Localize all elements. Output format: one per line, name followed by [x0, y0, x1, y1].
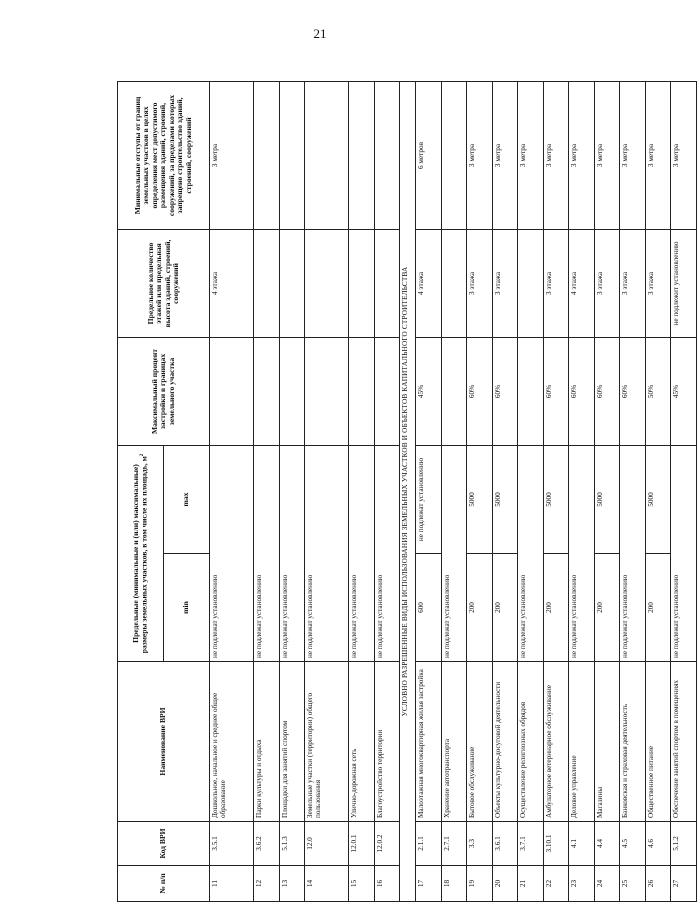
cell-num: 12 [254, 866, 280, 902]
cell-code: 12.0.2 [374, 822, 400, 866]
cell-code: 4.5 [620, 822, 646, 866]
cell-name: Благоустройство территории [374, 662, 400, 822]
cell-setback: 3 метра [671, 81, 697, 229]
cell-setback: 3 метра [467, 81, 493, 229]
cell-floors [254, 229, 280, 337]
cell-name: Земельные участки (территории) общего пользования [305, 662, 349, 822]
cell-setback: 3 метра [594, 81, 620, 229]
cell-percent [279, 337, 305, 445]
cell-setback: 3 метра [518, 81, 544, 229]
cell-max: 5000 [645, 445, 671, 553]
cell-name: Улично-дорожная сеть [349, 662, 375, 822]
cell-name: Осуществление религиозных обрядов [518, 662, 544, 822]
cell-name: Деловое управление [569, 662, 595, 822]
cell-setback: 3 метра [620, 81, 646, 229]
cell-percent: 60% [467, 337, 493, 445]
header-min: min [164, 554, 210, 662]
cell-setback: 3 метра [569, 81, 595, 229]
cell-setback [374, 81, 400, 229]
cell-area: не подлежат установлению [518, 445, 544, 661]
table-row [543, 81, 569, 901]
cell-area: не подлежат установлению [254, 445, 280, 661]
cell-code: 3.3 [467, 822, 493, 866]
cell-floors: 3 этажа [492, 229, 518, 337]
cell-name: Парки культуры и отдыха [254, 662, 280, 822]
cell-num: 26 [645, 866, 671, 902]
cell-name: Амбулаторное ветеринарное обслуживание [543, 662, 569, 822]
cell-min: 200 [467, 554, 493, 662]
cell-percent [441, 337, 467, 445]
cell-area: не подлежат установлению [279, 445, 305, 661]
cell-setback: 3 метра [543, 81, 569, 229]
cell-percent: 60% [543, 337, 569, 445]
table-row [305, 81, 349, 901]
table-row [594, 81, 620, 901]
cell-area: не подлежат установлению [620, 445, 646, 661]
section-title: УСЛОВНО РАЗРЕШЕННЫЕ ВИДЫ ИСПОЛЬЗОВАНИЯ ЗЕМЕЛЬНЫХ УЧАСТКОВ И ОБЪЕКТОВ КАПИТАЛЬНОГО СТРОИТЕЛЬСТВА [400, 81, 416, 901]
cell-code: 3.5.1 [210, 822, 254, 866]
header-num: № п/п [118, 866, 210, 902]
cell-setback: 6 метров [416, 81, 442, 229]
header-max: max [164, 445, 210, 553]
cell-num: 20 [492, 866, 518, 902]
cell-num: 17 [416, 866, 442, 902]
cell-floors: не подлежит установлению [671, 229, 697, 337]
cell-floors [441, 229, 467, 337]
cell-code: 5.1.3 [279, 822, 305, 866]
header-code: Код ВРИ [118, 822, 210, 866]
cell-percent [374, 337, 400, 445]
cell-floors [305, 229, 349, 337]
cell-name: Обеспечение занятий спортом в помещениях [671, 662, 697, 822]
cell-percent [518, 337, 544, 445]
cell-setback [254, 81, 280, 229]
cell-setback [279, 81, 305, 229]
cell-max: 5000 [543, 445, 569, 553]
cell-code: 3.6.2 [254, 822, 280, 866]
cell-min: 600 [416, 554, 442, 662]
cell-name: Общественное питание [645, 662, 671, 822]
header-area-group: Предельные (минимальные и (или) максимальные) размеры земельных участков, в том числе их площадь, $м^2$ [118, 445, 164, 661]
cell-code: 2.1.1 [416, 822, 442, 866]
cell-num: 24 [594, 866, 620, 902]
cell-floors: 4 этажа [210, 229, 254, 337]
cell-num: 13 [279, 866, 305, 902]
cell-num: 16 [374, 866, 400, 902]
header-name: Наименование ВРИ [118, 662, 210, 822]
cell-name: Объекты культурно-досуговой деятельности [492, 662, 518, 822]
cell-percent: 60% [569, 337, 595, 445]
cell-num: 22 [543, 866, 569, 902]
cell-percent: 45% [416, 337, 442, 445]
cell-num: 21 [518, 866, 544, 902]
table-row [349, 81, 375, 901]
cell-floors: 3 этажа [543, 229, 569, 337]
cell-code: 12.0.1 [349, 822, 375, 866]
cell-num: 27 [671, 866, 697, 902]
cell-name: Банковская и страховая деятельность [620, 662, 646, 822]
cell-setback: 3 метра [492, 81, 518, 229]
cell-percent: 60% [594, 337, 620, 445]
section-row [400, 81, 416, 901]
cell-area: не подлежат установлению [349, 445, 375, 661]
table-row [374, 81, 400, 901]
cell-floors: 3 этажа [620, 229, 646, 337]
page-number: 21 [313, 26, 327, 41]
header-setback: Минимальные отступы от границ земельных участков в целях определения мест допустимого размещения зданий, строений, сооружений, за пределами которых запрещено строительство зданий, строений, сооружений [118, 81, 210, 229]
cell-num: 23 [569, 866, 595, 902]
cell-percent [210, 337, 254, 445]
cell-percent: 60% [620, 337, 646, 445]
cell-min: 200 [594, 554, 620, 662]
cell-setback [441, 81, 467, 229]
cell-name: Бытовое обслуживание [467, 662, 493, 822]
cell-setback: 3 метра [210, 81, 254, 229]
cell-code: 4.1 [569, 822, 595, 866]
table-row [620, 81, 646, 901]
header-floors: Предельное количество этажей или предельная высота зданий, строений, сооружений [118, 229, 210, 337]
table-row [518, 81, 544, 901]
cell-floors [279, 229, 305, 337]
cell-area: не подлежат установлению [671, 445, 697, 661]
cell-num: 11 [210, 866, 254, 902]
cell-code: 5.1.2 [671, 822, 697, 866]
table-row [441, 81, 467, 901]
cell-num: 19 [467, 866, 493, 902]
cell-floors: 3 этажа [594, 229, 620, 337]
land-use-table [117, 81, 697, 902]
header-percent: Максимальный процент застройки в границах земельного участка [118, 337, 210, 445]
table-row [210, 81, 254, 901]
cell-floors: 3 этажа [645, 229, 671, 337]
cell-max: 5000 [492, 445, 518, 553]
cell-max: 5000 [594, 445, 620, 553]
table-row [416, 81, 442, 901]
table-row [279, 81, 305, 901]
table-row [645, 81, 671, 901]
cell-code: 3.6.1 [492, 822, 518, 866]
cell-max: не подлежат установлению [416, 445, 442, 553]
cell-percent: 60% [492, 337, 518, 445]
cell-floors: 4 этажа [569, 229, 595, 337]
table-row [467, 81, 493, 901]
cell-percent [305, 337, 349, 445]
cell-min: 200 [645, 554, 671, 662]
cell-percent: 50% [645, 337, 671, 445]
cell-name: Хранение автотранспорта [441, 662, 467, 822]
cell-code: 4.6 [645, 822, 671, 866]
cell-floors: 4 этажа [416, 229, 442, 337]
cell-num: 25 [620, 866, 646, 902]
cell-area: не подлежат установлению [374, 445, 400, 661]
cell-min: 200 [492, 554, 518, 662]
table-row [492, 81, 518, 901]
cell-setback [349, 81, 375, 229]
cell-area: не подлежат установлению [210, 445, 254, 661]
table-row [671, 81, 697, 901]
cell-area: не подлежат установлению [305, 445, 349, 661]
cell-floors [349, 229, 375, 337]
cell-name: Дошкольное, начальное и среднее общее образование [210, 662, 254, 822]
cell-code: 12.0 [305, 822, 349, 866]
cell-max: 5000 [467, 445, 493, 553]
cell-percent [349, 337, 375, 445]
cell-name: Площадки для занятий спортом [279, 662, 305, 822]
cell-name: Малоэтажная многоквартирная жилая застройка [416, 662, 442, 822]
cell-code: 3.10.1 [543, 822, 569, 866]
cell-name: Магазины [594, 662, 620, 822]
cell-setback [305, 81, 349, 229]
cell-area: не подлежат установлению [441, 445, 467, 661]
table-row [569, 81, 595, 901]
cell-code: 3.7.1 [518, 822, 544, 866]
cell-floors [374, 229, 400, 337]
cell-num: 18 [441, 866, 467, 902]
cell-percent [254, 337, 280, 445]
cell-area: не подлежат установлению [569, 445, 595, 661]
cell-code: 4.4 [594, 822, 620, 866]
cell-code: 2.7.1 [441, 822, 467, 866]
table-row [254, 81, 280, 901]
cell-num: 14 [305, 866, 349, 902]
cell-percent: 45% [671, 337, 697, 445]
cell-setback: 3 метра [645, 81, 671, 229]
rotated-table-container [117, 82, 697, 902]
cell-floors: 3 этажа [467, 229, 493, 337]
cell-floors [518, 229, 544, 337]
cell-num: 15 [349, 866, 375, 902]
cell-min: 200 [543, 554, 569, 662]
